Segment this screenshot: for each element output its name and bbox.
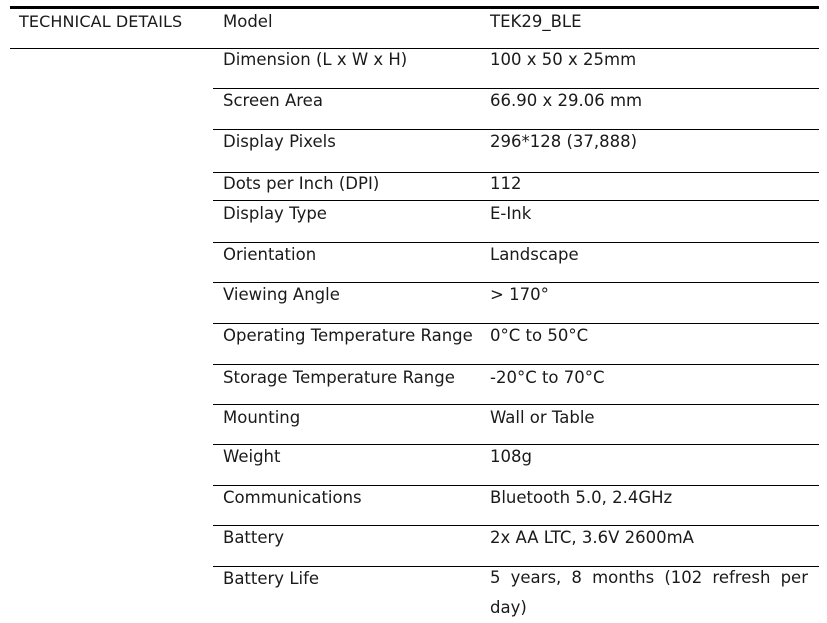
table-row	[213, 486, 819, 526]
section-label: TECHNICAL DETAILS	[19, 12, 183, 31]
table-row	[213, 173, 819, 201]
spec-label: Model	[223, 12, 273, 31]
table-row	[213, 89, 819, 130]
section-label-rule	[10, 48, 213, 49]
spec-value: E-Ink	[490, 204, 532, 223]
spec-label: Battery Life	[223, 569, 320, 588]
spec-value: -20°C to 70°C	[490, 368, 605, 387]
spec-value: Bluetooth 5.0, 2.4GHz	[490, 488, 673, 507]
table-row	[213, 405, 819, 445]
table-row	[213, 49, 819, 89]
table-row	[213, 567, 819, 621]
table-row	[213, 9, 819, 49]
spec-value: 296*128 (37,888)	[490, 132, 638, 151]
spec-value: 112	[490, 174, 522, 193]
spec-value: 0°C to 50°C	[490, 326, 589, 345]
table-row	[213, 201, 819, 243]
spec-label: Display Type	[223, 204, 327, 223]
table-row	[213, 365, 819, 405]
table-row	[213, 130, 819, 173]
spec-label: Screen Area	[223, 91, 323, 110]
spec-label: Display Pixels	[223, 132, 336, 151]
spec-label: Storage Temperature Range	[223, 368, 455, 387]
spec-value: Landscape	[490, 245, 579, 264]
table-row	[213, 243, 819, 283]
spec-value: 2x AA LTC, 3.6V 2600mA	[490, 528, 694, 547]
spec-value: 100 x 50 x 25mm	[490, 50, 637, 69]
spec-value: 108g	[490, 447, 532, 466]
spec-value: 5 years, 8 months (102 refresh per day)	[490, 568, 808, 617]
spec-label: Communications	[223, 488, 362, 507]
spec-label: Orientation	[223, 245, 317, 264]
spec-value: 66.90 x 29.06 mm	[490, 91, 643, 110]
spec-value: Wall or Table	[490, 408, 595, 427]
spec-label: Mounting	[223, 408, 301, 427]
spec-label: Dimension (L x W x H)	[223, 50, 408, 69]
spec-value: TEK29_BLE	[490, 12, 582, 31]
table-row	[213, 324, 819, 365]
table-row	[213, 445, 819, 486]
spec-label: Dots per Inch (DPI)	[223, 174, 380, 193]
table-row	[213, 526, 819, 567]
spec-label: Operating Temperature Range	[223, 326, 473, 345]
spec-value: > 170°	[490, 285, 549, 304]
spec-label: Viewing Angle	[223, 285, 340, 304]
table-row	[213, 283, 819, 324]
spec-label: Battery	[223, 528, 285, 547]
spec-label: Weight	[223, 447, 281, 466]
